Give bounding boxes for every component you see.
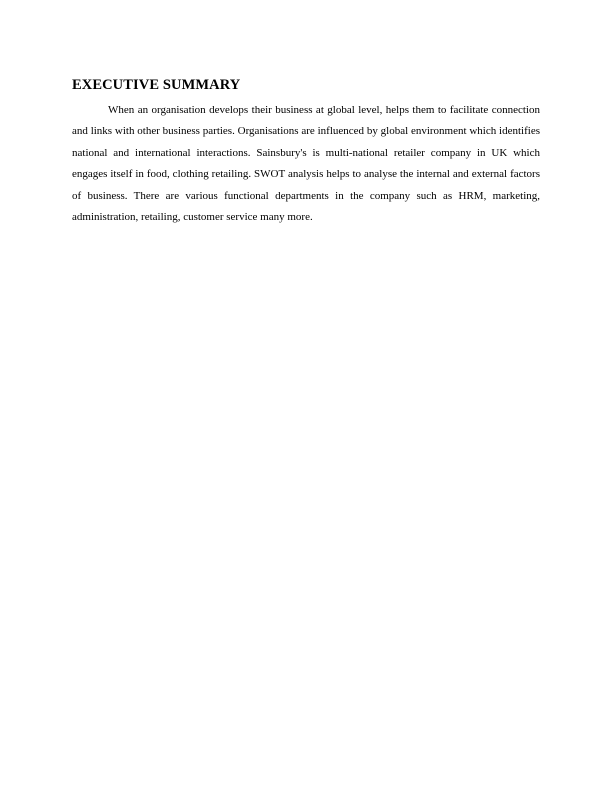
executive-summary-section: [72, 76, 540, 228]
summary-paragraph: When an organisation develops their business at global level, helps them to facilitate connection and links with other business parties. Organisations are influenced by global environment which identifies national and international interactions. Sainsbury's is multi-national retailer company in UK which engages itself in food, clothing retailing. SWOT analysis helps to analyse the internal and external factors of business. There are various functional departments in the company such as HRM, marketing, administration, retailing, customer service many more.: [72, 104, 540, 224]
section-heading: EXECUTIVE SUMMARY: [72, 77, 241, 93]
